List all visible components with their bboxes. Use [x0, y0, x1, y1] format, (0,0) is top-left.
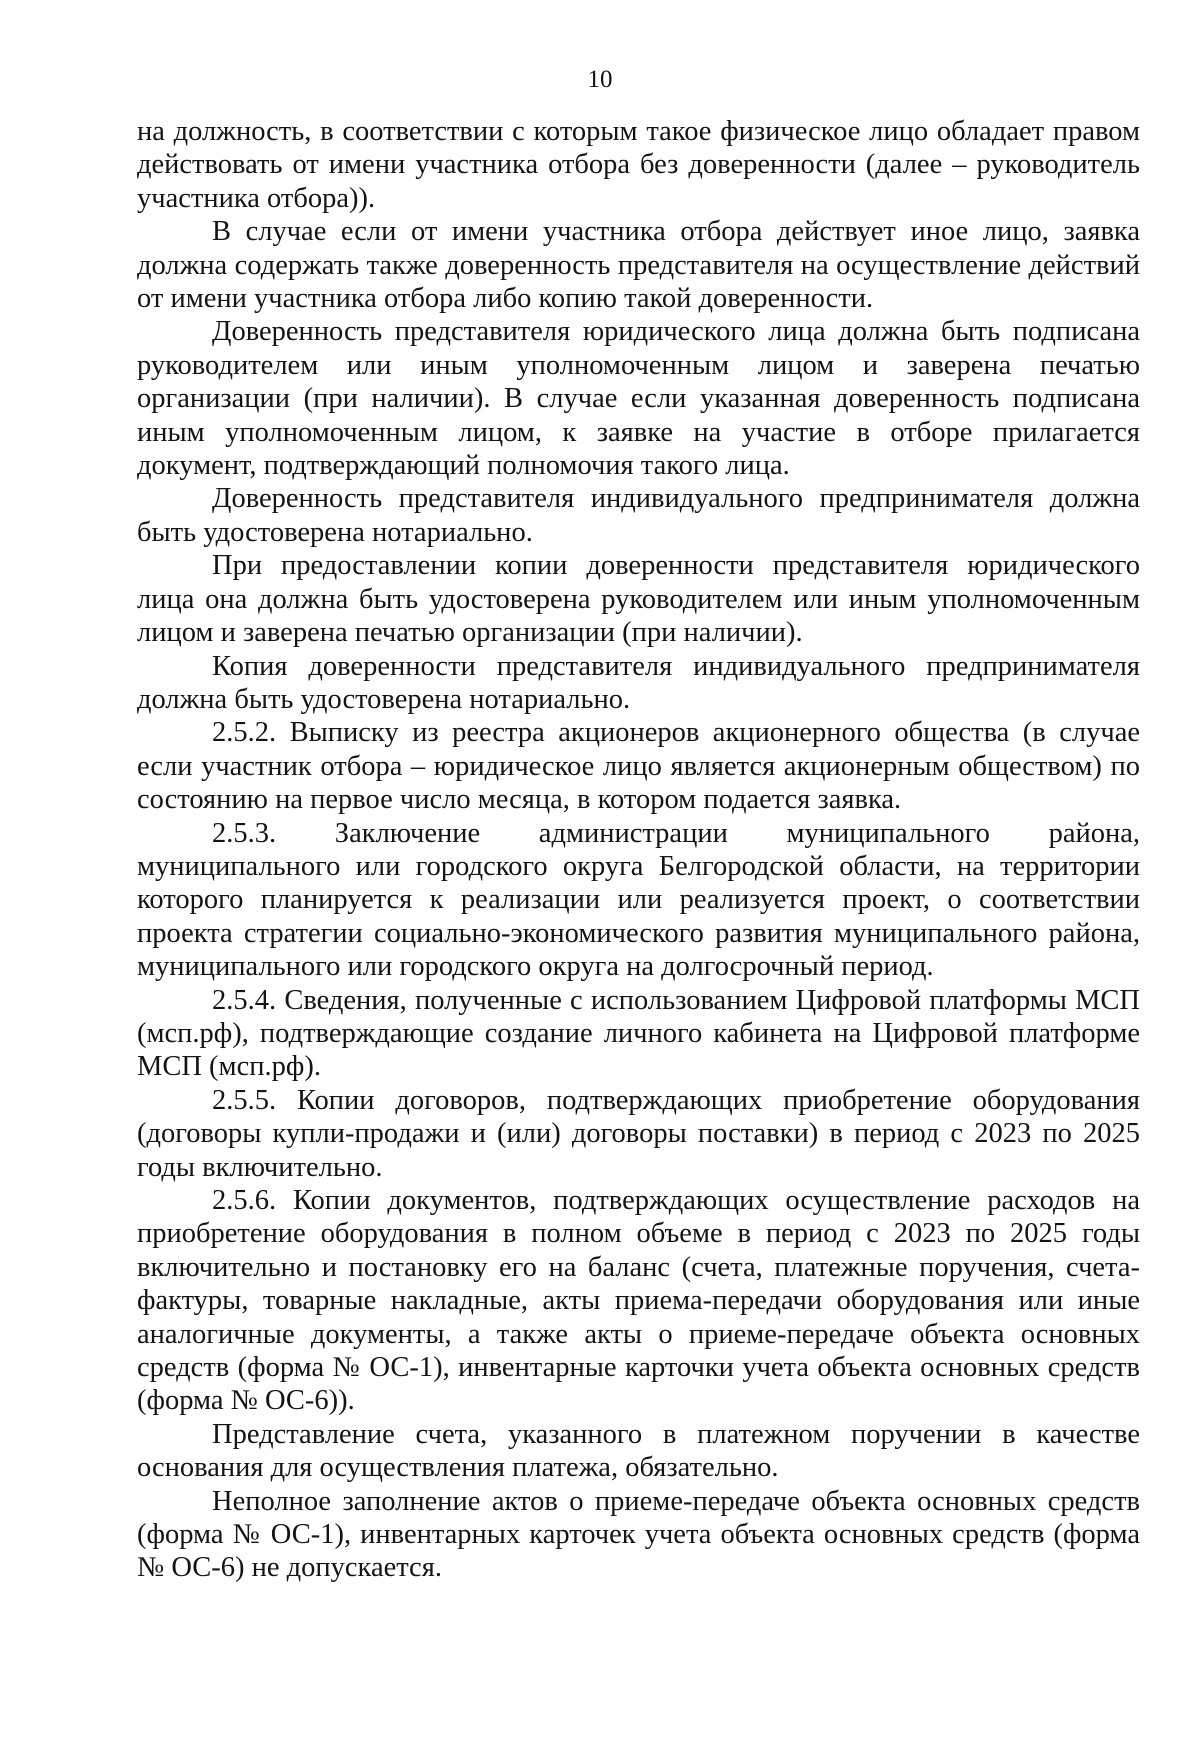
paragraph-proxy-other-person: В случае если от имени участника отбора действует иное лицо, заявка должна содержать также доверенность представителя на осуществление действий от имени участника отбора либо копию такой доверенности. [137, 216, 1140, 315]
paragraph-continuation: на должность, в соответствии с которым такое физическое лицо обладает правом действовать от имени участника отбора без доверенности (далее – руководитель участника отбора)). [137, 116, 1140, 214]
page-number: 10 [587, 66, 613, 93]
paragraph-2-5-3: 2.5.3. Заключение администрации муниципального района, муниципального или городского округа Белгородской области, на территории которого планируется к реализации или реализуется проект, о соответствии проекта стратегии социально-экономического развития муниципального района, муниципального или городского округа на долгосрочный период. [137, 817, 1140, 983]
paragraph-incomplete-forms: Неполное заполнение актов о приеме-передаче объекта основных средств (форма № ОС-1), инвентарных карточек учета объекта основных средств (форма № ОС-6) не допускается. [137, 1485, 1140, 1584]
paragraph-2-5-4: 2.5.4. Сведения, полученные с использованием Цифровой платформы МСП (мсп.рф), подтверждающие создание личного кабинета на Цифровой платформе МСП (мсп.рф). [137, 984, 1140, 1083]
paragraph-2-5-2: 2.5.2. Выписку из реестра акционеров акционерного общества (в случае если участник отбора – юридическое лицо является акционерным обществом) по состоянию на первое число месяца, в котором подается заявка. [137, 717, 1140, 816]
paragraph-invoice-required: Представление счета, указанного в платежном поручении в качестве основания для осуществления платежа, обязательно. [137, 1418, 1140, 1484]
document-body [137, 115, 1140, 1585]
paragraph-2-5-6: 2.5.6. Копии документов, подтверждающих осуществление расходов на приобретение оборудования в полном объеме в период с 2023 по 2025 годы включительно и постановку его на баланс (счета, платежные поручения, счета-фактуры, товарные накладные, акты приема-передачи оборудования или иные аналогичные документы, а также акты о приеме-передаче объекта основных средств (форма № ОС-1), инвентарные карточки учета объекта основных средств (форма № ОС-6)). [137, 1185, 1140, 1417]
paragraph-proxy-copy-legal: При предоставлении копии доверенности представителя юридического лица она должна быть удостоверена руководителем или иным уполномоченным лицом и заверена печатью организации (при наличии). [137, 550, 1140, 649]
paragraph-2-5-5: 2.5.5. Копии договоров, подтверждающих приобретение оборудования (договоры купли-продажи и (или) договоры поставки) в период с 2023 по 2025 годы включительно. [137, 1084, 1140, 1183]
paragraph-proxy-entrepreneur: Доверенность представителя индивидуального предпринимателя должна быть удостоверена нотариально. [137, 483, 1140, 548]
paragraph-proxy-copy-entrepreneur: Копия доверенности представителя индивидуального предпринимателя должна быть удостоверена нотариально. [137, 650, 1140, 715]
paragraph-proxy-legal-entity: Доверенность представителя юридического лица должна быть подписана руководителем или иным уполномоченным лицом и заверена печатью организации (при наличии). В случае если указанная доверенность подписана иным уполномоченным лицом, к заявке на участие в отборе прилагается документ, подтверждающий полномочия такого лица. [137, 316, 1140, 482]
